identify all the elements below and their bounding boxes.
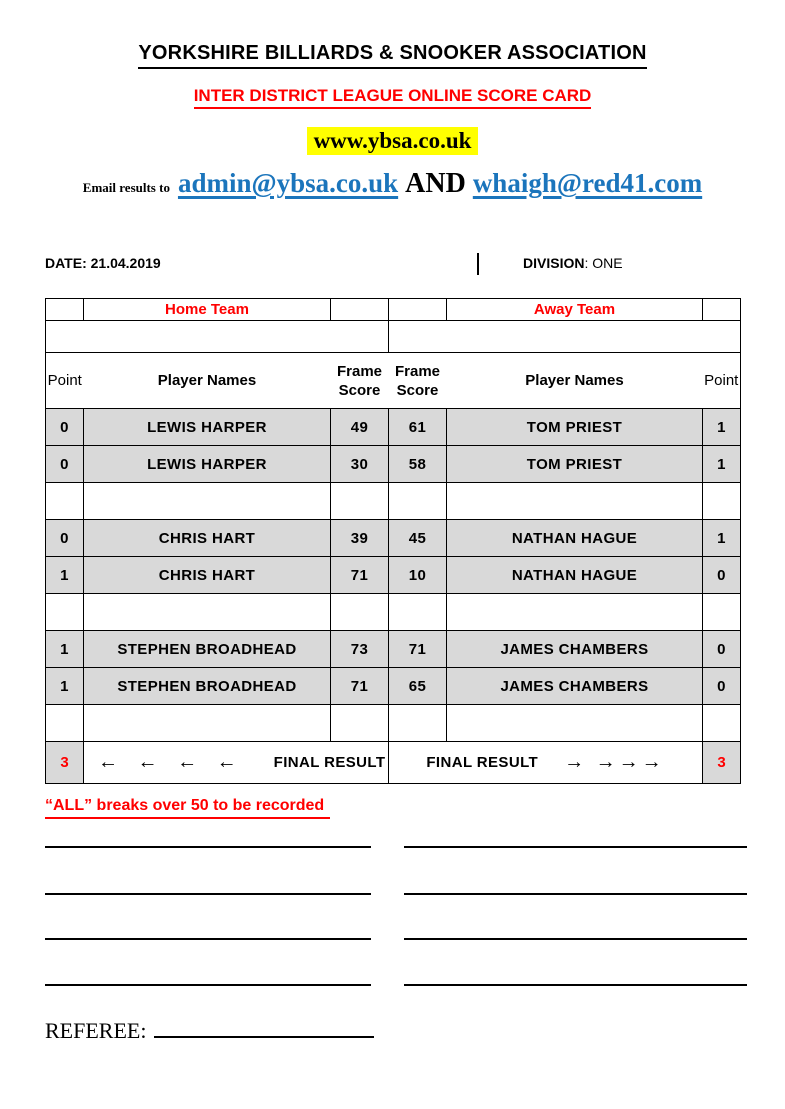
email-prefix-label: Email results to xyxy=(82,180,170,195)
division-label: DIVISION xyxy=(523,255,585,271)
break-record-line[interactable] xyxy=(404,846,747,848)
empty-frame-row xyxy=(46,705,741,742)
cell-blank xyxy=(331,299,389,321)
empty-cell[interactable] xyxy=(84,705,331,742)
date-field xyxy=(45,255,161,271)
cell-blank xyxy=(46,299,84,321)
away-points: 1 xyxy=(703,409,741,446)
final-result-row xyxy=(46,742,741,784)
date-label: DATE: xyxy=(45,255,87,271)
score-table xyxy=(45,298,741,784)
away-frame-score: 71 xyxy=(389,631,447,668)
away-player: NATHAN HAGUE xyxy=(447,520,703,557)
header-point-left: Point xyxy=(46,353,84,409)
referee-label: REFEREE: xyxy=(45,1018,147,1043)
away-points: 0 xyxy=(703,631,741,668)
home-player: STEPHEN BROADHEAD xyxy=(84,631,331,668)
empty-cell[interactable] xyxy=(703,705,741,742)
away-player: TOM PRIEST xyxy=(447,446,703,483)
email-link-primary[interactable]: admin@ybsa.co.uk xyxy=(177,168,399,198)
frame-row xyxy=(46,668,741,705)
empty-cell[interactable] xyxy=(389,705,447,742)
empty-cell[interactable] xyxy=(447,483,703,520)
cell-blank xyxy=(389,299,447,321)
home-points: 0 xyxy=(46,446,84,483)
break-record-line[interactable] xyxy=(45,938,371,940)
home-player: LEWIS HARPER xyxy=(84,409,331,446)
empty-cell[interactable] xyxy=(703,483,741,520)
home-player: CHRIS HART xyxy=(84,520,331,557)
frame-row xyxy=(46,557,741,594)
header-frame-score-left: Frame Score xyxy=(331,353,389,409)
right-arrows-icon: → →→→ xyxy=(564,751,665,773)
cell-blank xyxy=(703,299,741,321)
division-value: : ONE xyxy=(584,255,623,271)
frame-row xyxy=(46,409,741,446)
meta-row xyxy=(0,253,785,277)
away-frame-score: 61 xyxy=(389,409,447,446)
away-player: JAMES CHAMBERS xyxy=(447,631,703,668)
meta-divider xyxy=(477,253,479,275)
home-frame-score: 71 xyxy=(331,668,389,705)
home-frame-score: 71 xyxy=(331,557,389,594)
frame-row xyxy=(46,631,741,668)
empty-cell[interactable] xyxy=(447,705,703,742)
away-points: 1 xyxy=(703,446,741,483)
frame-row xyxy=(46,446,741,483)
document-subtitle-text: INTER DISTRICT LEAGUE ONLINE SCORE CARD xyxy=(194,86,592,109)
home-points: 1 xyxy=(46,557,84,594)
away-player: NATHAN HAGUE xyxy=(447,557,703,594)
email-conjunction: AND xyxy=(405,168,466,199)
home-final-total: 3 xyxy=(46,742,84,784)
break-record-line[interactable] xyxy=(404,938,747,940)
empty-cell[interactable] xyxy=(46,705,84,742)
home-points: 0 xyxy=(46,520,84,557)
home-frame-score: 30 xyxy=(331,446,389,483)
email-link-secondary[interactable]: whaigh@red41.com xyxy=(472,168,703,198)
home-frame-score: 39 xyxy=(331,520,389,557)
empty-cell[interactable] xyxy=(331,594,389,631)
away-points: 0 xyxy=(703,668,741,705)
away-final-total: 3 xyxy=(703,742,741,784)
break-record-line[interactable] xyxy=(45,893,371,895)
empty-frame-row xyxy=(46,483,741,520)
away-final-result-label: FINAL RESULT xyxy=(426,754,539,771)
team-name-row xyxy=(46,321,741,353)
email-row xyxy=(0,168,785,200)
home-player: CHRIS HART xyxy=(84,557,331,594)
empty-cell[interactable] xyxy=(46,483,84,520)
empty-cell[interactable] xyxy=(331,705,389,742)
away-points: 1 xyxy=(703,520,741,557)
home-team-name-cell[interactable] xyxy=(46,321,389,353)
website-row xyxy=(0,127,785,155)
document-subtitle xyxy=(0,86,785,109)
breaks-note xyxy=(45,797,330,819)
document-title xyxy=(0,42,785,69)
referee-row xyxy=(45,1016,374,1044)
away-frame-score: 58 xyxy=(389,446,447,483)
header-player-names-right: Player Names xyxy=(447,353,703,409)
team-label-row xyxy=(46,299,741,321)
left-arrows-icon: ← ← ← ← xyxy=(98,751,244,773)
away-points: 0 xyxy=(703,557,741,594)
break-record-line[interactable] xyxy=(404,984,747,986)
empty-cell[interactable] xyxy=(46,594,84,631)
date-value: 21.04.2019 xyxy=(90,255,161,271)
frame-row xyxy=(46,520,741,557)
away-team-label: Away Team xyxy=(447,299,703,321)
away-player: TOM PRIEST xyxy=(447,409,703,446)
home-final-label-cell xyxy=(84,742,389,784)
break-record-line[interactable] xyxy=(45,984,371,986)
header-player-names-left: Player Names xyxy=(84,353,331,409)
break-record-line[interactable] xyxy=(404,893,747,895)
break-record-line[interactable] xyxy=(45,846,371,848)
home-player: STEPHEN BROADHEAD xyxy=(84,668,331,705)
away-player: JAMES CHAMBERS xyxy=(447,668,703,705)
away-team-name-cell[interactable] xyxy=(389,321,741,353)
home-team-label: Home Team xyxy=(84,299,331,321)
column-header-row xyxy=(46,353,741,409)
empty-cell[interactable] xyxy=(389,483,447,520)
empty-cell[interactable] xyxy=(331,483,389,520)
empty-cell[interactable] xyxy=(84,594,331,631)
home-points: 1 xyxy=(46,631,84,668)
breaks-note-text: “ALL” breaks over 50 to be recorded xyxy=(45,797,330,819)
division-field xyxy=(523,255,623,271)
home-final-result-label: FINAL RESULT xyxy=(273,754,386,771)
referee-signature-line[interactable] xyxy=(154,1016,374,1038)
home-points: 1 xyxy=(46,668,84,705)
header-point-right: Point xyxy=(703,353,741,409)
empty-cell[interactable] xyxy=(84,483,331,520)
away-frame-score: 45 xyxy=(389,520,447,557)
empty-cell[interactable] xyxy=(447,594,703,631)
empty-cell[interactable] xyxy=(703,594,741,631)
away-frame-score: 65 xyxy=(389,668,447,705)
home-player: LEWIS HARPER xyxy=(84,446,331,483)
document-title-text: YORKSHIRE BILLIARDS & SNOOKER ASSOCIATION xyxy=(138,42,646,69)
website-highlight: www.ybsa.co.uk xyxy=(307,127,479,155)
away-final-label-cell xyxy=(389,742,703,784)
empty-frame-row xyxy=(46,594,741,631)
header-frame-score-right: Frame Score xyxy=(389,353,447,409)
empty-cell[interactable] xyxy=(389,594,447,631)
home-frame-score: 73 xyxy=(331,631,389,668)
home-frame-score: 49 xyxy=(331,409,389,446)
home-points: 0 xyxy=(46,409,84,446)
away-frame-score: 10 xyxy=(389,557,447,594)
